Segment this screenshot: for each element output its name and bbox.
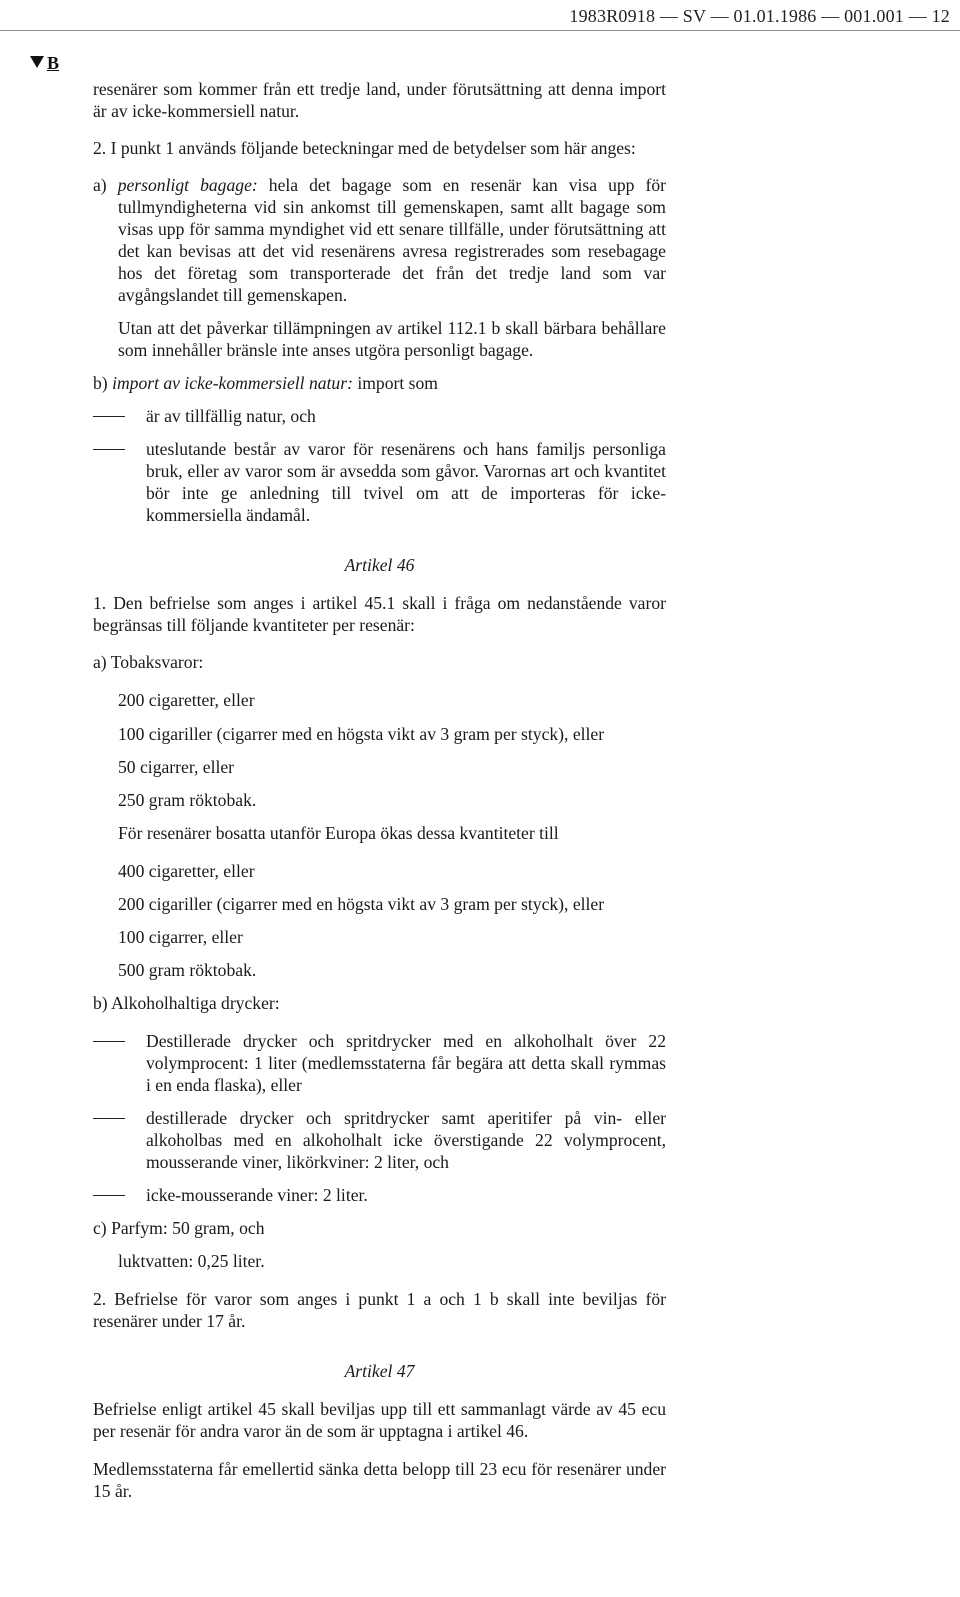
quantity-line: 400 cigaretter, eller [118, 861, 255, 881]
quantity-line: 100 cigariller (cigarrer med en högsta vikt av 3 gram per styck), eller [118, 724, 605, 744]
document-body [93, 78, 666, 1502]
definition-b-term: import av icke-kommersiell natur: [112, 373, 353, 393]
quantity-line: 50 cigarrer, eller [118, 757, 235, 777]
article-47-heading: Artikel 47 [344, 1361, 415, 1381]
quantity-line: 500 gram röktobak. [118, 960, 257, 980]
item-a-tobacco: a) Tobaksvaror: [93, 652, 204, 672]
definition-a-term: personligt bagage: [117, 175, 258, 195]
quantity-line: 250 gram röktobak. [118, 790, 257, 810]
item-c-perfume: c) Parfym: 50 gram, och [93, 1218, 265, 1238]
triangle-down-icon [30, 56, 44, 68]
list-item: Destillerade drycker och spritdrycker med en alkoholhalt över 22 volymprocent: 1 liter (medlemsstaterna får begära att detta skall rymmas i en enda flaska), eller [93, 1030, 666, 1096]
paragraph-2-intro: 2. I punkt 1 används följande beteckningar med de betydelser som här anges: [93, 138, 636, 158]
definition-a-text: hela det bagage som en resenär kan visa upp för tullmyndigheterna vid sin ankomst till gemenskapen, samt allt bagage som visas upp för samma myndighet vid ett senare tillfälle, under förutsättning att det kan bevisas att det vid resenärens avresa registrerades som resebagage hos det företag som transporterade det från det tredje land som var avgångslandet till gemenskapen. [118, 175, 666, 305]
quantity-line: 100 cigarrer, eller [118, 927, 243, 947]
definition-b-label: b) [93, 373, 108, 393]
article-46-paragraph-2: 2. Befrielse för varor som anges i punkt 1 a och 1 b skall inte beviljas för resenärer under 17 år. [93, 1289, 666, 1331]
quantity-line: 200 cigaretter, eller [118, 690, 255, 710]
non-europe-note: För resenärer bosatta utanför Europa ökas dessa kvantiteter till [118, 823, 559, 843]
amendment-letter: B [47, 53, 60, 73]
article-46-heading: Artikel 46 [344, 555, 415, 575]
dash-icon [93, 438, 146, 460]
dash-icon [93, 1184, 146, 1206]
definition-b [93, 372, 666, 394]
article-47-paragraph-1: Befrielse enligt artikel 45 skall beviljas upp till ett sammanlagt värde av 45 ecu per resenär för andra varor än de som är upptagna i artikel 46. [93, 1399, 666, 1441]
dash-icon [93, 405, 146, 427]
list-item: uteslutande består av varor för resenärens och hans familjs personliga bruk, eller av varor som är avsedda som gåvor. Varornas art och kvantitet bör inte ge anledning till tvivel om att de importeras för icke-kommersiella ändamål. [93, 438, 666, 526]
definition-a-note: Utan att det påverkar tillämpningen av artikel 112.1 b skall bärbara behållare som innehåller bränsle inte anses utgöra personligt bagage. [118, 318, 666, 360]
list-item: är av tillfällig natur, och [93, 405, 666, 427]
header-divider [0, 30, 960, 31]
list-item: icke-mousserande viner: 2 liter. [93, 1184, 666, 1206]
paragraph-continuation: resenärer som kommer från ett tredje land, under förutsättning att denna import är av icke-kommersiell natur. [93, 79, 666, 121]
article-46-paragraph-1: 1. Den befrielse som anges i artikel 45.1 skall i fråga om nedanstående varor begränsas till följande kvantiteter per resenär: [93, 593, 666, 635]
amendment-marker [30, 52, 59, 74]
definition-b-text: import som [352, 373, 438, 393]
item-b-alcohol: b) Alkoholhaltiga drycker: [93, 993, 280, 1013]
dash-icon [93, 1030, 146, 1052]
definition-a-label: a) [93, 175, 107, 195]
article-47-paragraph-2: Medlemsstaterna får emellertid sänka detta belopp till 23 ecu för resenärer under 15 år. [93, 1459, 666, 1501]
list-item: destillerade drycker och spritdrycker samt aperitifer på vin- eller alkoholbas med en alkoholhalt icke överstigande 22 volymprocent, mousserande viner, likörkviner: 2 liter, och [93, 1107, 666, 1173]
definition-a [93, 174, 666, 306]
dash-icon [93, 1107, 146, 1129]
document-reference: 1983R0918 — SV — 01.01.1986 — 001.001 — 12 [569, 6, 950, 26]
quantity-line: 200 cigariller (cigarrer med en högsta vikt av 3 gram per styck), eller [118, 894, 605, 914]
quantity-line: luktvatten: 0,25 liter. [118, 1251, 265, 1271]
